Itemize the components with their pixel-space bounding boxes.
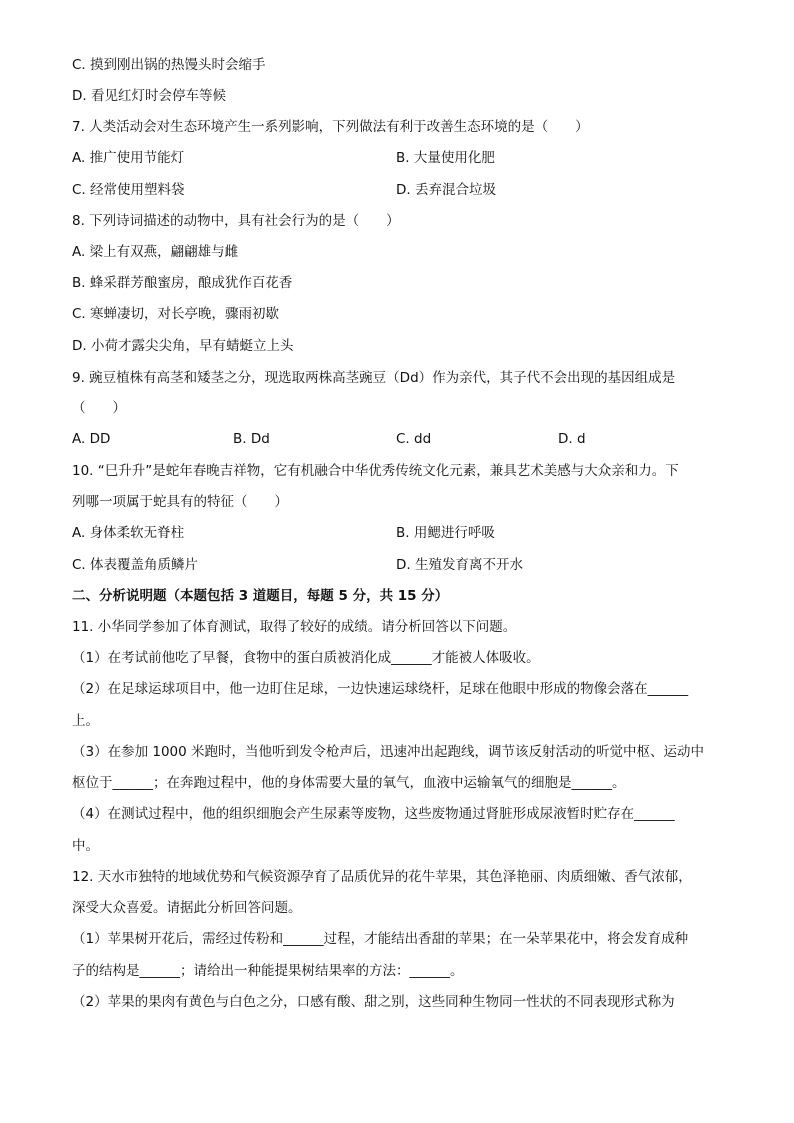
q11-part2-line1: （2）在足球运球项目中，他一边盯住足球，一边快速运球绕杆，足球在他眼中形成的物像会落在______ xyxy=(72,681,689,697)
q9-stem-line1: 9. 豌豆植株有高茎和矮茎之分，现选取两株高茎豌豆（Dd）作为亲代，其子代不会出现的基因组成是 xyxy=(72,370,676,386)
q10-option-c: C. 体表覆盖角质鳞片 xyxy=(72,557,199,573)
q11-part3-line2: 枢位于______；在奔跑过程中，他的身体需要大量的氧气，血液中运输氧气的细胞是______。 xyxy=(72,775,626,791)
q7-option-a: A. 推广使用节能灯 xyxy=(72,150,185,166)
q6-option-d: D. 看见红灯时会停车等候 xyxy=(72,88,226,104)
q8-option-b: B. 蜂采群芳酿蜜房，酿成犹作百花香 xyxy=(72,275,293,291)
q11-part4-line1: （4）在测试过程中，他的组织细胞会产生尿素等废物，这些废物通过肾脏形成尿液暂时贮存在______ xyxy=(72,806,675,822)
q12-stem-line2: 深受大众喜爱。请据此分析回答问题。 xyxy=(72,900,302,916)
q7-option-d: D. 丢弃混合垃圾 xyxy=(396,182,496,198)
q8-option-c: C. 寒蝉凄切，对长亭晚，骤雨初歇 xyxy=(72,306,280,322)
q9-option-a: A. DD xyxy=(72,431,111,447)
q12-stem-line1: 12. 天水市独特的地域优势和气候资源孕育了品质优异的花牛苹果，其色泽艳丽、肉质细嫩、香气浓郁， xyxy=(72,869,692,885)
q8-stem: 8. 下列诗词描述的动物中，具有社会行为的是（ ） xyxy=(72,213,400,229)
q12-part1-line1: （1）苹果树开花后，需经过传粉和______过程，才能结出香甜的苹果；在一朵苹果花中，将会发育成种 xyxy=(72,931,689,947)
section-heading: 二、分析说明题（本题包括 3 道题目，每题 5 分，共 15 分） xyxy=(72,588,449,604)
q7-stem: 7. 人类活动会对生态环境产生一系列影响，下列做法有利于改善生态环境的是（ ） xyxy=(72,119,589,135)
q11-stem: 11. 小华同学参加了体育测试，取得了较好的成绩。请分析回答以下问题。 xyxy=(72,619,517,635)
q11-part4-line2: 中。 xyxy=(72,838,99,854)
q7-option-c: C. 经常使用塑料袋 xyxy=(72,182,185,198)
q9-stem-line2: （ ） xyxy=(72,400,126,416)
q10-stem-line2: 列哪一项属于蛇具有的特征（ ） xyxy=(72,494,288,510)
q12-part2-line1: （2）苹果的果肉有黄色与白色之分，口感有酸、甜之别，这些同种生物同一性状的不同表现形式称为 xyxy=(72,994,675,1010)
q9-option-b: B. Dd xyxy=(233,431,270,447)
q11-part3-line1: （3）在参加 1000 米跑时，当他听到发令枪声后，迅速冲出起跑线，调节该反射活动的听觉中枢、运动中 xyxy=(72,744,705,760)
q10-option-d: D. 生殖发育离不开水 xyxy=(396,557,523,573)
q11-part2-line2: 上。 xyxy=(72,713,99,729)
q8-option-a: A. 梁上有双燕，翩翩雄与雌 xyxy=(72,244,239,260)
q7-option-b: B. 大量使用化肥 xyxy=(396,150,495,166)
q8-option-d: D. 小荷才露尖尖角，早有蜻蜓立上头 xyxy=(72,338,294,354)
q10-option-a: A. 身体柔软无脊柱 xyxy=(72,525,185,541)
q9-option-d: D. d xyxy=(558,431,586,447)
q12-part1-line2: 子的结构是______；请给出一种能提果树结果率的方法：______。 xyxy=(72,963,464,979)
q6-option-c: C. 摸到刚出锅的热馒头时会缩手 xyxy=(72,57,266,73)
q9-option-c: C. dd xyxy=(396,431,432,447)
q10-stem-line1: 10. “巳升升”是蛇年春晚吉祥物，它有机融合中华优秀传统文化元素，兼具艺术美感与大众亲和力。下 xyxy=(72,463,679,479)
q10-option-b: B. 用鳃进行呼吸 xyxy=(396,525,495,541)
q11-part1: （1）在考试前他吃了早餐，食物中的蛋白质被消化成______才能被人体吸收。 xyxy=(72,650,540,666)
